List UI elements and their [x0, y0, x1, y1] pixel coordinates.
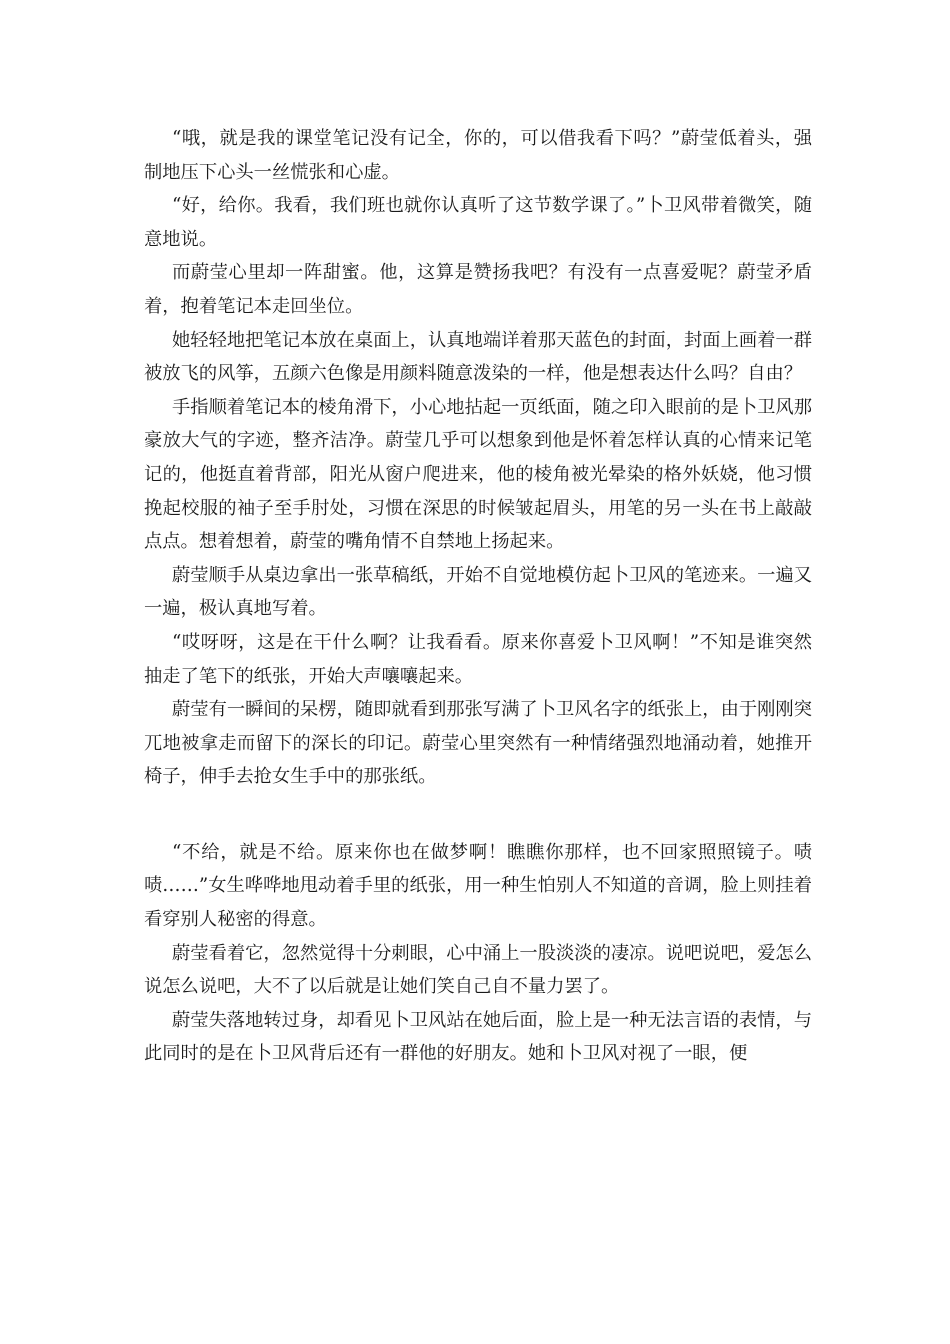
paragraph: 蔚莹有一瞬间的呆楞，随即就看到那张写满了卜卫风名字的纸张上，由于刚刚突兀地被拿走而留下的深长的印记。蔚莹心里突然有一种情绪强烈地涌动着，她推开椅子，伸手去抢女生手中的那张纸。: [144, 699, 812, 788]
paragraph-gap: [144, 794, 812, 836]
paragraph: 蔚莹顺手从桌边拿出一张草稿纸，开始不自觉地模仿起卜卫风的笔迹来。一遍又一遍，极认真地写着。: [144, 564, 812, 620]
paragraph: 蔚莹看着它，忽然觉得十分刺眼，心中涌上一股淡淡的凄凉。说吧说吧，爱怎么说怎么说吧，大不了以后就是让她们笑自己自不量力罢了。: [144, 942, 812, 998]
paragraph: 蔚莹失落地转过身，却看见卜卫风站在她后面，脸上是一种无法言语的表情，与此同时的是在卜卫风背后还有一群他的好朋友。她和卜卫风对视了一眼，便: [144, 1009, 812, 1065]
paragraph: 而蔚莹心里却一阵甜蜜。他，这算是赞扬我吧？有没有一点喜爱呢？蔚莹矛盾着，抱着笔记本走回坐位。: [144, 262, 812, 317]
paragraph: 她轻轻地把笔记本放在桌面上，认真地端详着那天蓝色的封面，封面上画着一群被放飞的风筝，五颜六色像是用颜料随意泼染的一样，他是想表达什么吗？自由？: [144, 329, 812, 385]
paragraph: 手指顺着笔记本的棱角滑下，小心地拈起一页纸面，随之印入眼前的是卜卫风那豪放大气的字迹，整齐洁净。蔚莹几乎可以想象到他是怀着怎样认真的心情来记笔记的，他挺直着背部，阳光从窗户爬进来，他的棱角被光晕染的格外妖娆，他习惯挽起校服的袖子至手肘处，习惯在深思的时候皱起眉头，用笔的另一头在书上敲敲点点。想着想着，蔚莹的嘴角情不自禁地上扬起来。: [144, 396, 812, 553]
paragraph: “哎呀呀，这是在干什么啊？让我看看。原来你喜爱卜卫风啊！”不知是谁突然抽走了笔下的纸张，开始大声嚷嚷起来。: [144, 631, 812, 687]
paragraph: “哦，就是我的课堂笔记没有记全，你的，可以借我看下吗？”蔚莹低着头，强制地压下心头一丝慌张和心虚。: [144, 128, 812, 183]
paragraph: “好，给你。我看，我们班也就你认真听了这节数学课了。”卜卫风带着微笑，随意地说。: [144, 195, 812, 250]
story-text: [144, 122, 812, 1071]
paragraph: “不给，就是不给。原来你也在做梦啊！瞧瞧你那样，也不回家照照镜子。啧啧……”女生哗哗地甩动着手里的纸张，用一种生怕别人不知道的音调，脸上则挂着看穿别人秘密的得意。: [144, 841, 812, 931]
